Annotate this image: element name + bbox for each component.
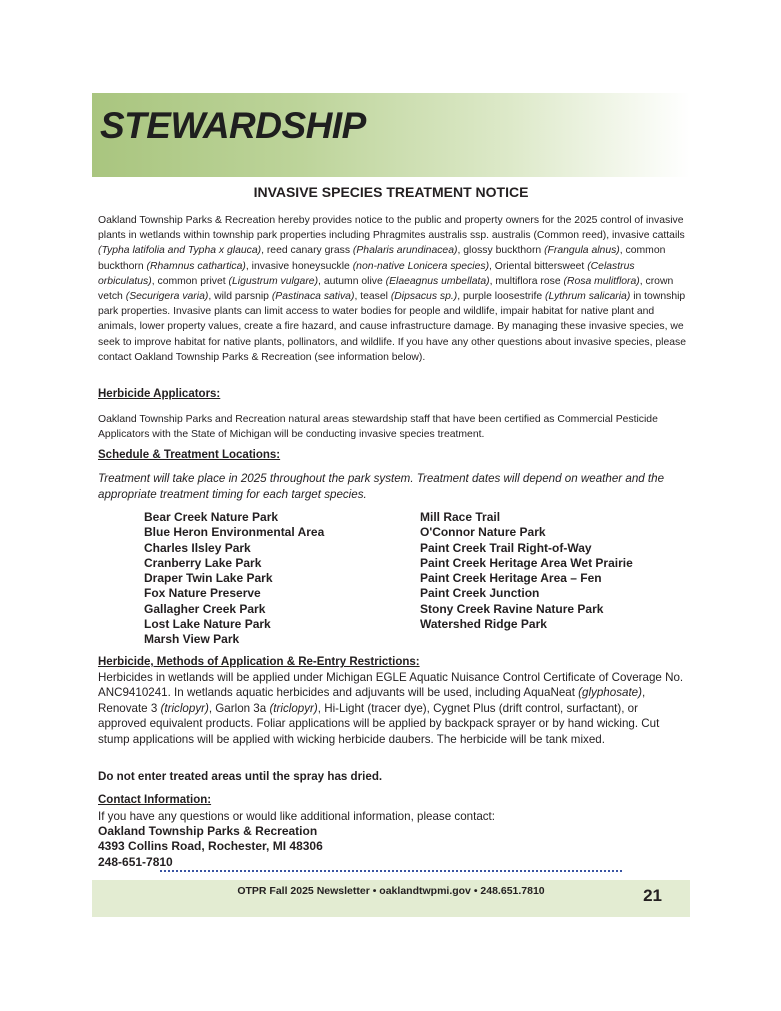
list-item: Lost Lake Nature Park xyxy=(144,617,271,632)
list-item: Marsh View Park xyxy=(144,632,240,647)
list-item: Bear Creek Nature Park xyxy=(144,510,279,524)
list-item: O'Connor Nature Park xyxy=(420,525,546,540)
page-number: 21 xyxy=(643,886,662,905)
contact-heading: Contact Information: xyxy=(98,794,212,806)
list-item: Gallagher Creek Park xyxy=(144,601,266,616)
list-item: Paint Creek Junction xyxy=(420,586,540,601)
schedule-heading: Schedule & Treatment Locations: xyxy=(98,449,281,461)
list-item: Charles Ilsley Park xyxy=(144,540,251,555)
list-item: Paint Creek Heritage Area – Fen xyxy=(420,571,602,586)
list-item: Blue Heron Environmental Area xyxy=(144,525,325,540)
list-item: Draper Twin Lake Park xyxy=(144,571,273,586)
list-item: Mill Race Trail xyxy=(420,510,501,524)
list-item: Stony Creek Ravine Nature Park xyxy=(420,601,604,616)
dotted-divider xyxy=(160,870,622,872)
parks-list-right xyxy=(420,510,633,632)
list-item: Fox Nature Preserve xyxy=(144,586,261,601)
contact-address: 4393 Collins Road, Rochester, MI 48306 xyxy=(98,839,323,854)
footer-text: OTPR Fall 2025 Newsletter • oaklandtwpmi.gov • 248.651.7810 xyxy=(237,885,545,897)
contact-org: Oakland Township Parks & Recreation xyxy=(98,824,318,838)
intro-paragraph: Oakland Township Parks & Recreation hereby provides notice to the public and property owners for the 2025 control of invasive plants in wetlands within township park properties including Phragmites australis ssp. australis (Common reed), invasive cattails (Typha latifolia and Typha x glauca), reed canary grass (Phalaris arundinacea), glossy buckthorn (Frangula alnus), common buckthorn (Rhamnus cathartica), invasive honeysuckle (non-native Lonicera species), Oriental bittersweet (Celastrus orbiculatus), common privet (Ligustrum vulgare), autumn olive (Elaeagnus umbellata), multiflora rose (Rosa mulitflora), crown vetch (Securigera varia), wild parsnip (Pastinaca sativa), teasel (Dipsacus sp.), purple loosestrife (Lythrum salicaria) in township park properties. Invasive plants can limit access to water bodies for people and wildlife, impair habitat for native plant and animals, lower property values, create a fire hazard, and cause infrastructure damage. By managing these invasive species, we seek to improve habitat for native plants, pollinators, and wildlife. If you have any other questions about invasive species, please contact Oakland Township Parks & Recreation (see information below). xyxy=(98,215,686,363)
list-item: Paint Creek Heritage Area Wet Prairie xyxy=(420,555,633,570)
page-footer xyxy=(92,880,690,917)
applicators-heading: Herbicide Applicators: xyxy=(98,388,221,400)
reentry-warning: Do not enter treated areas until the spray has dried. xyxy=(98,770,383,783)
section-banner xyxy=(92,93,690,177)
methods-heading: Herbicide, Methods of Application & Re-Entry Restrictions: xyxy=(98,656,420,668)
applicators-text: Oakland Township Parks and Recreation natural areas stewardship staff that have been certified as Commercial Pesticide Applicators with the State of Michigan will be conducting invasive species treatment. xyxy=(98,414,658,441)
list-item: Watershed Ridge Park xyxy=(420,617,547,632)
parks-list-left xyxy=(144,510,324,648)
contact-phone: 248-651-7810 xyxy=(98,854,173,869)
list-item: Paint Creek Trail Right-of-Way xyxy=(420,540,592,555)
notice-title: INVASIVE SPECIES TREATMENT NOTICE xyxy=(253,184,529,200)
contact-details xyxy=(98,824,323,870)
section-title: STEWARDSHIP xyxy=(100,105,366,146)
schedule-text: Treatment will take place in 2025 throughout the park system. Treatment dates will depend on weather and the appropriate treatment timing for each target species. xyxy=(98,472,665,501)
list-item: Cranberry Lake Park xyxy=(144,555,262,570)
contact-text: If you have any questions or would like additional information, please contact: xyxy=(98,810,496,823)
methods-text: Herbicides in wetlands will be applied under Michigan EGLE Aquatic Nuisance Control Certificate of Coverage No. ANC9410241. In wetlands aquatic herbicides and adjuvants will be used, including AquaNeat (glyphosate), Renovate 3 (triclopyr), Garlon 3a (triclopyr), Hi-Light (tracer dye), Cygnet Plus (drift control, surfactant), or approved equivalent products. Foliar applications will be applied by backpack sprayer or by hand wicking. Cut stump applications will be applied with wicking herbicide daubers. The herbicide will be tank mixed. xyxy=(98,671,684,746)
